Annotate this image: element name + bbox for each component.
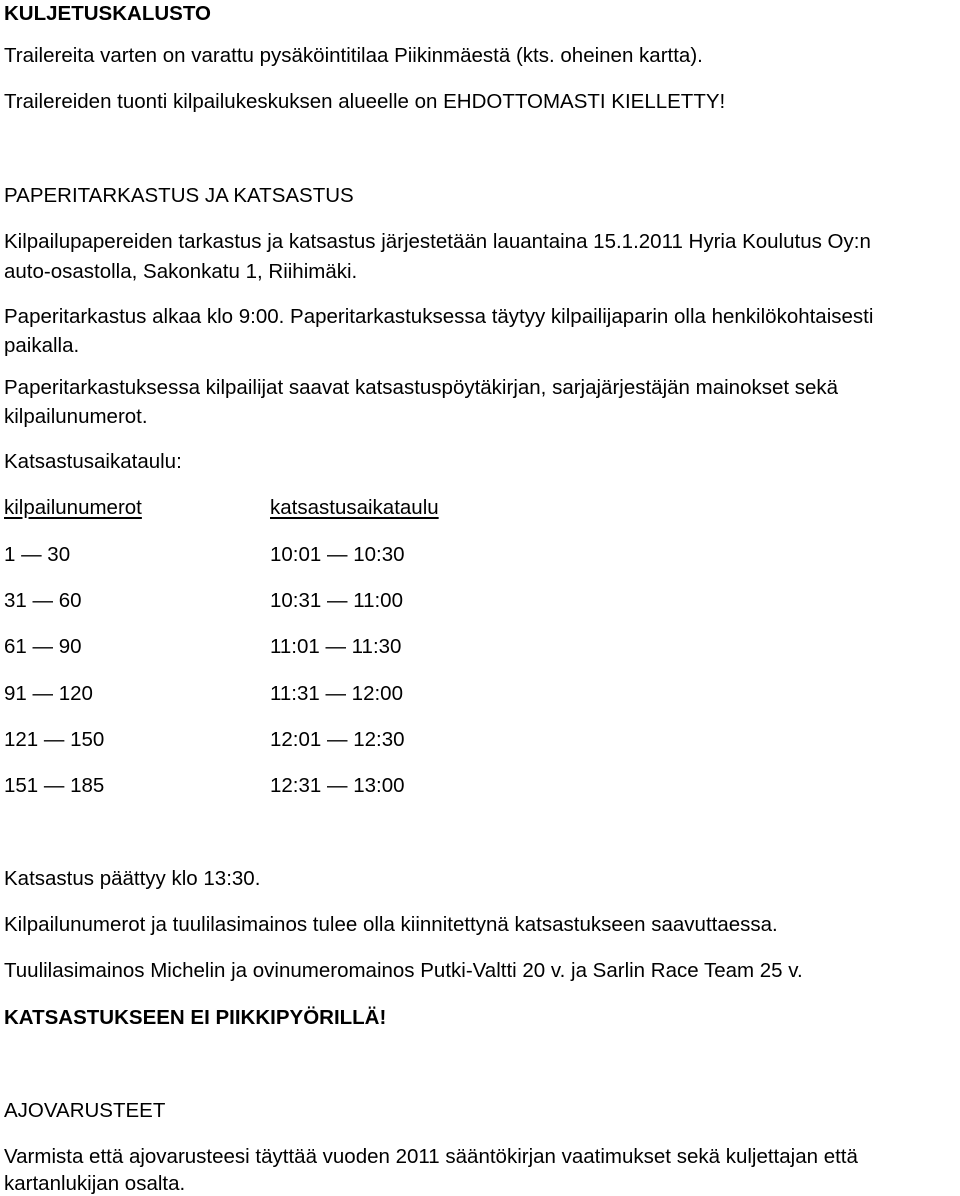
schedule-numbers-cell: 121 — 150 [4, 728, 105, 751]
schedule-numbers-cell: 31 — 60 [4, 589, 82, 612]
inspection-paragraph-3-line-2: kilpailunumerot. [4, 405, 148, 428]
schedule-header-row [4, 498, 904, 522]
schedule-header-times: katsastusaikataulu [270, 496, 439, 519]
table-row [4, 730, 904, 754]
schedule-time-cell: 10:31 — 11:00 [270, 589, 403, 612]
schedule-numbers-cell: 1 — 30 [4, 543, 71, 566]
table-row [4, 637, 904, 661]
inspection-ends: Katsastus päättyy klo 13:30. [4, 867, 261, 890]
ads-note: Tuulilasimainos Michelin ja ovinumeromainos Putki-Valtti 20 v. ja Sarlin Race Team 25 v. [4, 959, 803, 982]
table-row [4, 776, 904, 800]
schedule-time-cell: 10:01 — 10:30 [270, 543, 405, 566]
schedule-time-cell: 11:31 — 12:00 [270, 682, 403, 705]
inspection-paragraph-1-line-1: Kilpailupapereiden tarkastus ja katsastus järjestetään lauantaina 15.1.2011 Hyria Koulutus Oy:n [4, 230, 871, 253]
schedule-time-cell: 12:01 — 12:30 [270, 728, 405, 751]
gear-heading: AJOVARUSTEET [4, 1099, 166, 1122]
schedule-header-numbers: kilpailunumerot [4, 496, 142, 519]
schedule-numbers-cell: 91 — 120 [4, 682, 93, 705]
inspection-paragraph-1-line-2: auto-osastolla, Sakonkatu 1, Riihimäki. [4, 260, 358, 283]
table-row [4, 591, 904, 615]
schedule-time-cell: 11:01 — 11:30 [270, 635, 402, 658]
inspection-paragraph-2-line-1: Paperitarkastus alkaa klo 9:00. Paperitarkastuksessa täytyy kilpailijaparin olla henkilökohtaisesti [4, 305, 874, 328]
schedule-time-cell: 12:31 — 13:00 [270, 774, 405, 797]
inspection-paragraph-3-line-1: Paperitarkastuksessa kilpailijat saavat katsastuspöytäkirjan, sarjajärjestäjän mainokset sekä [4, 376, 839, 399]
gear-paragraph-line-1: Varmista että ajovarusteesi täyttää vuoden 2011 sääntökirjan vaatimukset sekä kuljettajan että [4, 1145, 858, 1168]
transport-heading: KULJETUSKALUSTO [4, 2, 211, 25]
table-row [4, 684, 904, 708]
schedule-numbers-cell: 61 — 90 [4, 635, 82, 658]
inspection-heading: PAPERITARKASTUS JA KATSASTUS [4, 184, 354, 207]
studded-tires-warning: KATSASTUKSEEN EI PIIKKIPYÖRILLÄ! [4, 1006, 387, 1029]
transport-paragraph-2: Trailereiden tuonti kilpailukeskuksen alueelle on EHDOTTOMASTI KIELLETTY! [4, 90, 726, 113]
schedule-numbers-cell: 151 — 185 [4, 774, 105, 797]
schedule-label: Katsastusaikataulu: [4, 450, 182, 473]
inspection-paragraph-2-line-2: paikalla. [4, 334, 80, 357]
gear-paragraph-line-2: kartanlukijan osalta. [4, 1172, 186, 1195]
table-row [4, 545, 904, 569]
numbers-note: Kilpailunumerot ja tuulilasimainos tulee olla kiinnitettynä katsastukseen saavuttaessa. [4, 913, 778, 936]
transport-paragraph-1: Trailereita varten on varattu pysäköintitilaa Piikinmäestä (kts. oheinen kartta). [4, 44, 703, 67]
